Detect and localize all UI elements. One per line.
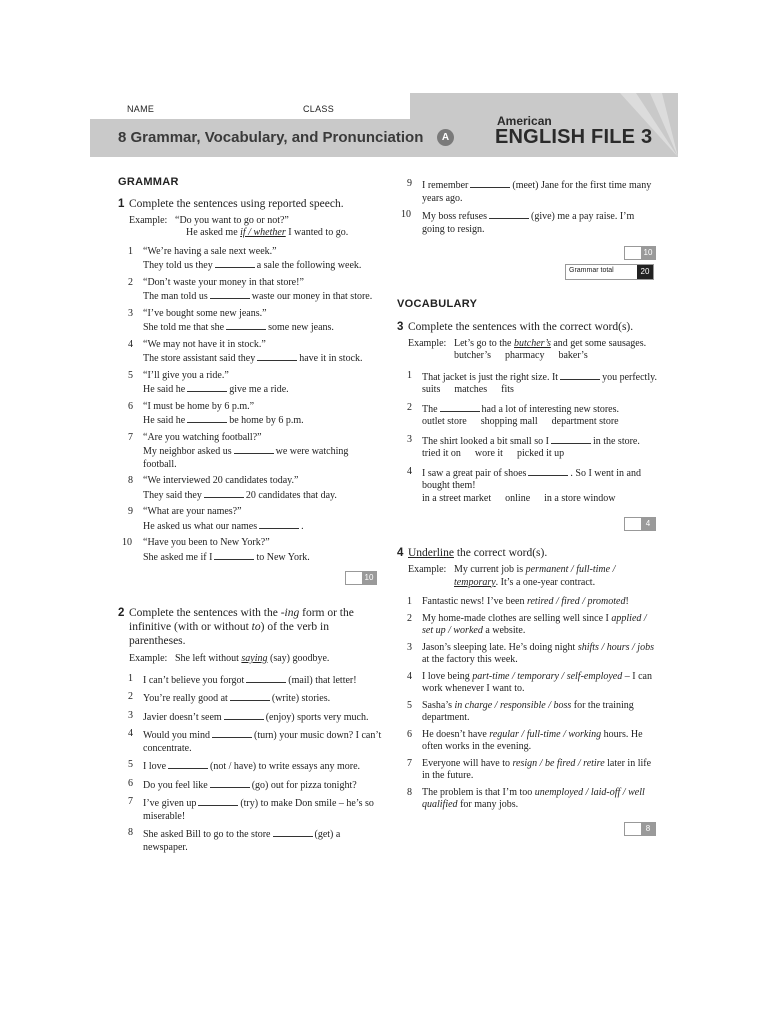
item-answer-line	[143, 444, 383, 471]
item-text: (enjoy) sports very much.	[265, 711, 369, 723]
item-text: at the factory this week.	[422, 654, 518, 665]
item-text: I can’t believe you forgot	[143, 674, 245, 686]
item-number: 5	[128, 369, 133, 381]
item-text: some new jeans.	[268, 322, 334, 333]
item-text: we were watching football.	[143, 446, 349, 470]
brand-top: American	[497, 114, 552, 128]
list-item	[397, 729, 657, 754]
item-text: The shirt looked a bit small so I	[422, 435, 549, 447]
item-number: 9	[128, 506, 133, 517]
list-item	[118, 710, 383, 725]
list-item	[397, 178, 657, 205]
item-text: He doesn’t have	[422, 728, 490, 740]
item-sentence	[422, 370, 657, 385]
option-word: baker’s	[558, 350, 588, 361]
list-item	[118, 673, 383, 688]
answer-blank[interactable]	[187, 382, 227, 392]
exercise-3-score-box: 4	[624, 517, 656, 531]
item-answer-line	[143, 413, 383, 428]
item-number: 8	[128, 827, 133, 838]
option-word: in a street market	[422, 492, 492, 504]
answer-blank[interactable]	[234, 444, 274, 454]
list-item	[118, 506, 383, 533]
item-text: My boss refuses	[422, 211, 487, 222]
version-badge: A	[437, 129, 454, 146]
exercise-1-score-row	[118, 568, 383, 588]
exercise-2-items	[118, 673, 383, 855]
item-text: They told us they	[143, 260, 213, 271]
answer-blank[interactable]	[214, 550, 254, 560]
item-number: 5	[128, 759, 133, 770]
item-text: I remember	[422, 180, 469, 191]
option-word: in a store window	[544, 492, 616, 504]
item-text: (not / have) to write essays any more.	[210, 761, 361, 772]
item-text: You’re really good at	[143, 693, 228, 704]
exercise-4-items	[397, 596, 657, 812]
item-text: The problem is that I’m too	[422, 786, 535, 798]
grammar-heading: GRAMMAR	[118, 176, 179, 188]
option-word: tried it on	[422, 448, 461, 459]
list-item	[118, 401, 383, 428]
list-item	[118, 759, 383, 774]
exercise-4-score-row	[397, 816, 657, 840]
list-item	[118, 537, 383, 564]
answer-blank[interactable]	[246, 673, 286, 683]
item-text: (write) stories.	[271, 693, 331, 704]
item-number: 7	[128, 431, 133, 443]
item-answer-line	[143, 289, 383, 304]
item-text: Fantastic news! I’ve been	[422, 596, 527, 607]
list-item	[397, 596, 657, 609]
item-text: Do you feel like	[143, 779, 208, 791]
item-text: My neighbor asked us	[143, 446, 232, 457]
option-word: shopping mall	[480, 416, 538, 427]
item-number: 8	[407, 786, 412, 798]
item-text: waste our money in that store.	[251, 291, 373, 302]
word-choices[interactable]: unemployed / laid-off / well qualified	[422, 786, 645, 810]
answer-blank[interactable]	[560, 370, 600, 380]
item-prompt: “Have you been to New York?”	[143, 537, 270, 548]
item-number: 2	[128, 691, 133, 702]
item-text: Everyone will have to	[422, 757, 513, 769]
exercise-2-score-row	[397, 240, 657, 262]
answer-blank[interactable]	[204, 488, 244, 498]
item-text: I saw a great pair of shoes	[422, 467, 527, 479]
item-number: 8	[128, 475, 133, 486]
item-sentence	[422, 434, 657, 449]
item-text: (try) to make Don smile – he’s so miserable!	[143, 798, 374, 822]
answer-blank[interactable]	[273, 827, 313, 837]
name-label: NAME	[127, 104, 155, 114]
item-prompt: “We interviewed 20 candidates today.”	[143, 475, 299, 486]
item-number: 6	[407, 728, 412, 740]
page-title: 8 Grammar, Vocabulary, and Pronunciation	[118, 129, 424, 146]
item-number: 3	[128, 709, 133, 721]
item-text: My home-made clothes are selling well since I	[422, 612, 612, 624]
answer-blank[interactable]	[198, 796, 238, 806]
item-prompt: “I’ll give you a ride.”	[143, 369, 229, 381]
item-number: 2	[128, 276, 133, 288]
item-text: a sale the following week.	[256, 260, 362, 271]
item-text: The man told us	[143, 291, 208, 302]
list-item	[397, 758, 657, 783]
list-item	[397, 787, 657, 812]
answer-blank[interactable]	[210, 289, 250, 299]
item-number: 3	[128, 307, 133, 319]
example-answer: if / whether	[240, 227, 286, 238]
item-sentence	[422, 402, 657, 417]
item-prompt: “What are your names?”	[143, 506, 242, 517]
list-item	[118, 308, 383, 335]
word-choices[interactable]: regular / full-time / working	[489, 728, 602, 740]
item-number: 3	[407, 641, 412, 653]
brand-main: ENGLISH FILE 3	[495, 126, 653, 148]
item-number: 2	[407, 401, 412, 413]
exercise-2-items-continued	[397, 178, 657, 236]
item-prompt: “Don’t waste your money in that store!”	[143, 276, 304, 288]
list-item	[118, 691, 383, 706]
item-text: .	[301, 520, 304, 532]
item-number: 2	[407, 612, 412, 624]
item-answer-line	[143, 258, 383, 273]
exercise-3-example: Example: Let’s go to the butcher’s and get some sausages. butcher’s pharmacy baker’s	[397, 338, 657, 363]
item-text: be home by 6 p.m.	[229, 415, 304, 426]
item-sentence	[422, 466, 657, 493]
answer-blank[interactable]	[168, 759, 208, 769]
exercise-2-example: Example: She left without saying (say) goodbye.	[129, 653, 330, 664]
item-text: That jacket is just the right size. It	[422, 371, 559, 383]
exercise-2-score-box: 10	[624, 246, 656, 260]
option-word: suits	[422, 384, 441, 395]
list-item	[397, 466, 657, 506]
exercise-4-score-box: 8	[624, 822, 656, 836]
answer-blank[interactable]	[212, 728, 252, 738]
item-options	[422, 493, 657, 506]
option-word: picked it up	[516, 448, 565, 459]
item-text: The	[422, 403, 438, 415]
list-item	[118, 728, 383, 755]
left-column	[118, 176, 383, 858]
option-word: wore it	[474, 448, 503, 459]
exercise-2-instruction: 2 Complete the sentences with the -ing form or the infinitive (with or without to) of the verb in parentheses.	[118, 607, 354, 647]
list-item	[397, 434, 657, 461]
item-number: 9	[407, 178, 412, 189]
item-text: you perfectly.	[602, 371, 657, 383]
item-text: Would you mind	[143, 730, 210, 741]
answer-blank[interactable]	[257, 351, 297, 361]
list-item	[397, 370, 657, 397]
list-item	[397, 402, 657, 429]
option-word: pharmacy	[505, 350, 545, 361]
item-answer-line	[143, 488, 383, 503]
answer-blank[interactable]	[224, 710, 264, 720]
item-text: for many jobs.	[457, 799, 519, 810]
item-text: She asked me if I	[143, 551, 213, 563]
answer-blank[interactable]	[187, 413, 227, 423]
item-text: 20 candidates that day.	[245, 489, 337, 501]
list-item	[118, 370, 383, 397]
item-text: Sasha’s	[422, 699, 455, 711]
answer-blank[interactable]	[440, 402, 480, 412]
item-answer-line	[143, 550, 383, 565]
vocabulary-heading: VOCABULARY	[397, 298, 478, 310]
item-text: Jason’s sleeping late. He’s doing night	[422, 641, 578, 653]
item-text: had a lot of interesting new stores.	[481, 403, 620, 415]
item-text: I’ve given up	[143, 798, 197, 809]
item-text: a website.	[482, 625, 526, 636]
exercise-number: 1	[118, 197, 125, 210]
option-word: outlet store	[422, 416, 467, 427]
item-number: 4	[407, 670, 412, 682]
item-number: 1	[407, 596, 412, 607]
exercise-3-instruction: 3 Complete the sentences with the correct word(s).	[397, 320, 634, 333]
item-text: . So I went in and bought them!	[422, 467, 641, 491]
item-prompt: “Are you watching football?”	[143, 431, 262, 443]
answer-blank[interactable]	[215, 258, 255, 268]
exercise-1-items	[118, 246, 383, 565]
item-prompt: “We’re having a sale next week.”	[143, 245, 277, 257]
word-choices[interactable]: resign / be fired / retire	[512, 757, 605, 769]
answer-blank[interactable]	[210, 778, 250, 788]
answer-blank[interactable]	[470, 178, 510, 188]
item-text: – I can work whenever I want to.	[422, 670, 652, 694]
item-number: 1	[407, 369, 412, 381]
item-number: 1	[128, 672, 133, 684]
item-answer-line	[143, 320, 383, 335]
exercise-4-example: Example: My current job is permanent / full-time / temporary. It’s a one-year contract.	[408, 564, 616, 588]
example-options	[408, 350, 657, 363]
list-item	[397, 209, 657, 236]
exercise-1-instruction: 1 Complete the sentences using reported speech.	[118, 197, 344, 210]
word-choices[interactable]: shifts / hours / jobs	[577, 641, 654, 653]
option-word: department store	[551, 416, 619, 427]
exercise-1-example: Example: “Do you want to go or not?” He asked me if / whether I wanted to go.	[129, 214, 349, 238]
list-item	[118, 778, 383, 793]
item-answer-line	[143, 382, 383, 397]
item-options	[422, 416, 657, 429]
item-number: 4	[407, 465, 412, 477]
item-text: (get) a newspaper.	[143, 829, 341, 853]
item-number: 1	[128, 245, 133, 257]
item-number: 6	[128, 777, 133, 789]
item-text: I love	[143, 761, 167, 772]
option-word: butcher’s	[454, 350, 492, 361]
item-text: He asked us what our names	[143, 520, 258, 532]
item-prompt: “I must be home by 6 p.m.”	[143, 400, 255, 412]
answer-blank[interactable]	[528, 466, 568, 476]
list-item	[118, 246, 383, 273]
option-word: fits	[501, 384, 514, 395]
list-item	[118, 277, 383, 304]
item-text: I love being	[422, 670, 473, 682]
item-number: 10	[401, 209, 411, 220]
item-number: 10	[122, 537, 132, 548]
item-text: have it in stock.	[299, 353, 363, 364]
item-text: give me a ride.	[229, 384, 289, 395]
list-item	[118, 339, 383, 366]
item-text: Javier doesn’t seem	[143, 711, 222, 723]
word-choices[interactable]: retired / fired / promoted	[526, 596, 626, 607]
list-item	[118, 827, 383, 854]
answer-blank[interactable]	[259, 519, 299, 529]
list-item	[397, 671, 657, 696]
item-prompt: “We may not have it in stock.”	[143, 338, 266, 350]
item-number: 4	[128, 728, 133, 739]
list-item	[397, 642, 657, 667]
word-choices[interactable]: part-time / temporary / self-employed	[472, 670, 623, 682]
item-text: He said he	[143, 384, 186, 395]
item-options	[422, 448, 657, 461]
list-item	[118, 796, 383, 823]
item-text: in the store.	[592, 435, 640, 447]
item-number: 7	[128, 796, 133, 807]
item-text: He said he	[143, 415, 186, 426]
exercise-3-score-row	[397, 510, 657, 534]
exercise-1-score-box: 10	[345, 571, 377, 585]
item-number: 7	[407, 757, 412, 769]
class-label: CLASS	[303, 104, 335, 114]
item-text: to New York.	[256, 551, 310, 563]
item-options	[422, 384, 657, 397]
item-text: (mail) that letter!	[288, 674, 357, 686]
exercise-4-instruction: 4 Underline the correct word(s).	[397, 547, 548, 559]
word-choices[interactable]: applied / set up / worked	[422, 612, 647, 636]
grammar-total-box: Grammar total 20	[565, 264, 654, 280]
item-answer-line	[143, 519, 383, 534]
item-number: 4	[128, 338, 133, 350]
item-text: !	[625, 596, 629, 607]
item-prompt: “I’ve bought some new jeans.”	[143, 307, 267, 319]
item-text: She told me that she	[143, 322, 225, 333]
list-item	[118, 475, 383, 502]
item-answer-line	[143, 351, 383, 366]
item-text: later in life in the future.	[422, 757, 652, 781]
answer-blank[interactable]	[489, 209, 529, 219]
item-number: 5	[407, 699, 412, 711]
answer-blank[interactable]	[551, 434, 591, 444]
item-number: 6	[128, 400, 133, 412]
item-text: (give) me a pay raise. I’m going to resign.	[422, 211, 635, 235]
list-item	[118, 432, 383, 472]
item-text: She asked Bill to go to the store	[143, 829, 271, 840]
item-text: (meet) Jane for the first time many years ago.	[422, 180, 652, 204]
item-text: hours. He often works in the evening.	[422, 728, 643, 752]
list-item	[397, 700, 657, 725]
item-text: (turn) your music down? I can’t concentrate.	[143, 730, 382, 754]
item-number: 3	[407, 433, 412, 445]
item-text: for the training department.	[422, 699, 634, 723]
answer-blank[interactable]	[226, 320, 266, 330]
item-text: The store assistant said they	[143, 353, 256, 364]
answer-blank[interactable]	[230, 691, 270, 701]
item-text: They said they	[143, 489, 202, 501]
item-text: (go) out for pizza tonight?	[251, 779, 357, 791]
list-item	[397, 613, 657, 638]
word-choices[interactable]: in charge / responsible / boss	[454, 699, 572, 711]
option-word: online	[505, 492, 531, 504]
option-word: matches	[454, 384, 488, 395]
exercise-3-items	[397, 370, 657, 506]
